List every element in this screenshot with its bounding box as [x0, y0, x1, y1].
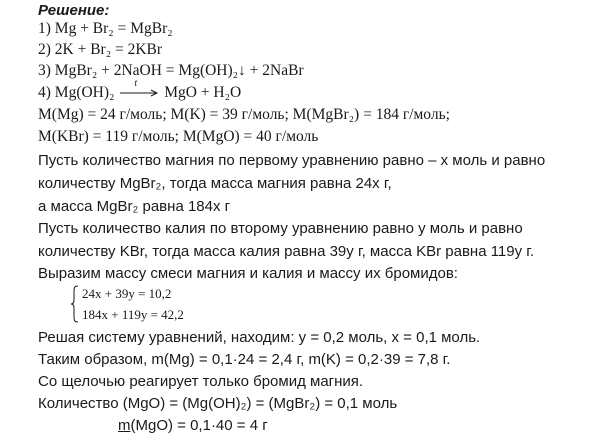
equation-2: 2) 2K + Br₂ = 2KBr: [38, 41, 163, 58]
text-line: Пусть количество магния по первому уравнению равно – х моль и равно: [38, 152, 546, 169]
text-line: Пусть количество калия по второму уравнению равно у моль и равно: [38, 220, 523, 237]
result-line: Таким образом, m(Mg) = 0,1·24 = 2,4 г, m(K) = 0,2·39 = 7,8 г.: [38, 351, 451, 368]
text-line: количеству KBr, тогда масса калия равна 39у г, масса KBr равна 119у г.: [38, 243, 535, 260]
arrow-icon: [118, 87, 160, 99]
system-equation-1: 24x + 39y = 10,2: [82, 286, 172, 301]
final-answer-rest: (MgO) = 0,1·40 = 4 г: [130, 417, 268, 434]
text-line: Выразим массу смеси магния и калия и массу их бромидов:: [38, 265, 458, 282]
result-line: Решая систему уравнений, находим: у = 0,2 моль, х = 0,1 моль.: [38, 329, 481, 346]
equation-1: 1) Mg + Br₂ = MgBr₂: [38, 20, 173, 37]
final-answer-prefix: m: [118, 417, 131, 434]
result-line: Количество (MgO) = (Mg(OH)₂) = (MgBr₂) = 0,1 моль: [38, 395, 398, 412]
equation-4-left: 4) Mg(OH)₂: [38, 84, 115, 101]
heat-arrow-icon: [118, 78, 160, 99]
final-answer: [118, 418, 268, 433]
system-brace-icon: [70, 285, 80, 323]
equation-4-right: MgO + H₂O: [164, 84, 242, 101]
text-line: количеству MgBr₂, тогда масса магния равна 24х г,: [38, 175, 392, 192]
solution-title: Решение:: [38, 2, 110, 19]
text-line: а масса MgBr₂ равна 184х г: [38, 198, 231, 215]
system-equation-2: 184x + 119y = 42,2: [82, 307, 184, 322]
equation-3: 3) MgBr₂ + 2NaOH = Mg(OH)₂↓ + 2NaBr: [38, 62, 304, 79]
result-line: Со щелочью реагирует только бромид магния.: [38, 373, 364, 390]
molar-masses-line-2: M(KBr) = 119 г/моль; M(MgO) = 40 г/моль: [38, 128, 319, 145]
molar-masses-line-1: M(Mg) = 24 г/моль; M(K) = 39 г/моль; M(MgBr₂) = 184 г/моль;: [38, 106, 450, 123]
equation-4: [38, 78, 242, 101]
arrow-label: t: [134, 78, 138, 90]
